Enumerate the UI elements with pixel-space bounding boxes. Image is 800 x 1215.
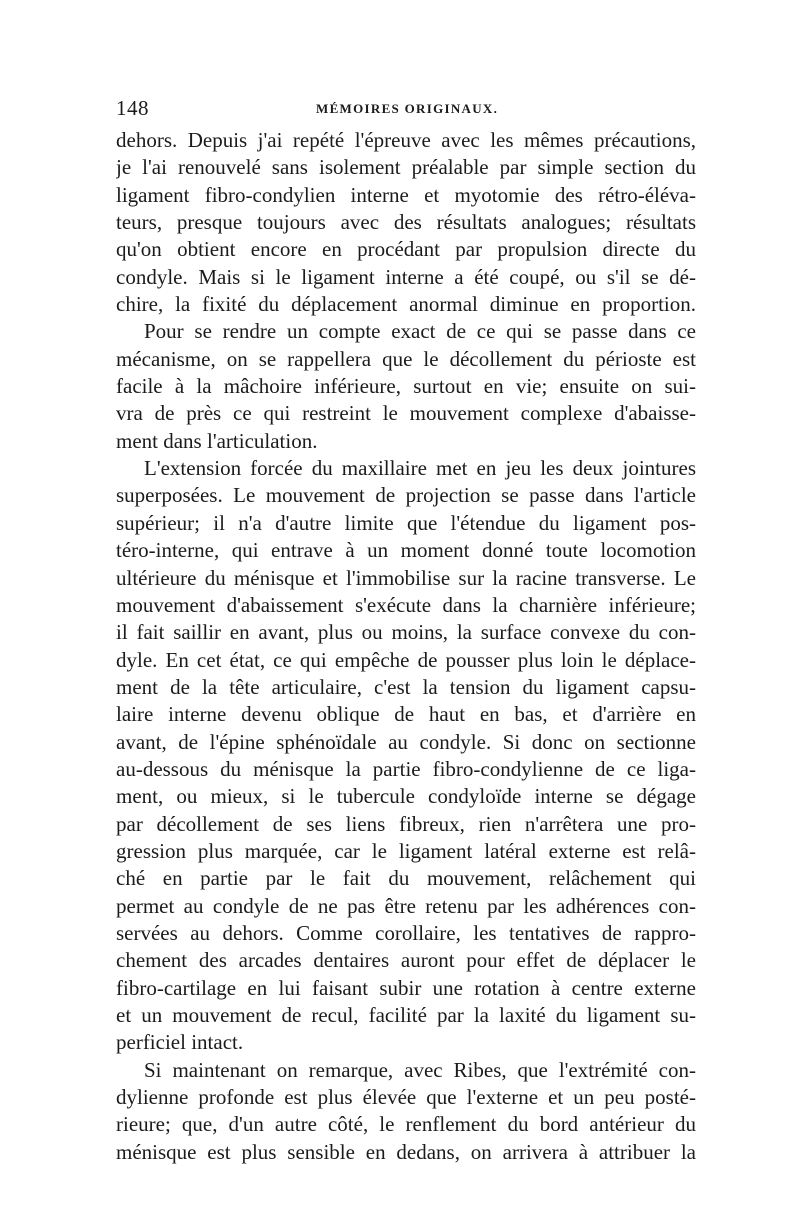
text-line: et un mouvement de recul, facilité par la laxité du ligament su- bbox=[116, 1003, 696, 1027]
text-line: L'extension forcée du maxillaire met en jeu les deux jointures bbox=[144, 456, 696, 481]
text-line: ultérieure du ménisque et l'immobilise sur la racine transverse. Le bbox=[116, 565, 696, 590]
text-line: ment dans l'articulation. bbox=[116, 428, 318, 453]
page-number: 148 bbox=[116, 96, 149, 120]
text-line: qu'on obtient encore en procédant par propulsion directe du bbox=[116, 237, 696, 262]
text-line: dehors. Depuis j'ai repété l'épreuve avec les mêmes précautions, bbox=[116, 128, 696, 152]
text-line: Pour se rendre un compte exact de ce qui se passe dans ce bbox=[144, 319, 696, 344]
text-line: gression plus marquée, car le ligament latéral externe est relâ- bbox=[116, 838, 696, 863]
text-line: il fait saillir en avant, plus ou moins, la surface convexe du con- bbox=[116, 620, 696, 645]
running-title: MÉMOIRES ORIGINAUX. bbox=[316, 101, 499, 116]
text-line: fibro-cartilage en lui faisant subir une rotation à centre externe bbox=[116, 975, 696, 1000]
text-line: Si maintenant on remarque, avec Ribes, que l'extrémité con- bbox=[144, 1057, 696, 1082]
text-line: servées au dehors. Comme corollaire, les tentatives de rappro- bbox=[116, 920, 696, 945]
text-line: rieure; que, d'un autre côté, le renflement du bord antérieur du bbox=[116, 1112, 696, 1137]
text-line: téro-interne, qui entrave à un moment donné toute locomotion bbox=[116, 538, 696, 563]
text-line: ménisque est plus sensible en dedans, on arrivera à attribuer la bbox=[116, 1139, 696, 1164]
page-header bbox=[116, 96, 696, 122]
text-line: teurs, presque toujours avec des résultats analogues; résultats bbox=[116, 210, 696, 235]
text-line: condyle. Mais si le ligament interne a été coupé, ou s'il se dé- bbox=[116, 264, 696, 289]
text-line: par décollement de ses liens fibreux, rien n'arrêtera une pro- bbox=[116, 811, 696, 836]
body-text bbox=[116, 127, 696, 1166]
text-line: permet au condyle de ne pas être retenu par les adhérences con- bbox=[116, 893, 696, 918]
text-line: je l'ai renouvelé sans isolement préalable par simple section du bbox=[116, 155, 696, 180]
text-line: chement des arcades dentaires auront pour effet de déplacer le bbox=[116, 948, 696, 973]
text-line: ché en partie par le fait du mouvement, relâchement qui bbox=[116, 866, 696, 891]
text-line: au-dessous du ménisque la partie fibro-condylienne de ce liga- bbox=[116, 756, 696, 781]
paragraph-2 bbox=[116, 318, 696, 455]
text-line: mécanisme, on se rappellera que le décollement du périoste est bbox=[116, 346, 696, 371]
text-line: ment de la tête articulaire, c'est la tension du ligament capsu- bbox=[116, 674, 696, 699]
paragraph-4 bbox=[116, 1057, 696, 1166]
text-line: dylienne profonde est plus élevée que l'externe et un peu posté- bbox=[116, 1085, 696, 1110]
text-line: perficiel intact. bbox=[116, 1030, 244, 1055]
text-line: supérieur; il n'a d'autre limite que l'étendue du ligament pos- bbox=[116, 510, 696, 535]
text-line: ment, ou mieux, si le tubercule condyloïde interne se dégage bbox=[116, 784, 696, 809]
text-line: avant, de l'épine sphénoïdale au condyle. Si donc on sectionne bbox=[116, 729, 696, 754]
text-line: mouvement d'abaissement s'exécute dans la charnière inférieure; bbox=[116, 592, 696, 617]
text-line: ligament fibro-condylien interne et myotomie des rétro-éléva- bbox=[116, 182, 696, 207]
text-line: facile à la mâchoire inférieure, surtout en vie; ensuite on sui- bbox=[116, 374, 696, 399]
paragraph-3 bbox=[116, 455, 696, 1057]
text-line: dyle. En cet état, ce qui empêche de pousser plus loin le déplace- bbox=[116, 647, 696, 672]
text-line: laire interne devenu oblique de haut en bas, et d'arrière en bbox=[116, 702, 696, 727]
text-line: vra de près ce qui restreint le mouvement complexe d'abaisse- bbox=[116, 401, 696, 426]
text-line: chire, la fixité du déplacement anormal diminue en proportion. bbox=[116, 292, 696, 317]
text-line: superposées. Le mouvement de projection se passe dans l'article bbox=[116, 483, 696, 508]
paragraph-1 bbox=[116, 127, 696, 318]
